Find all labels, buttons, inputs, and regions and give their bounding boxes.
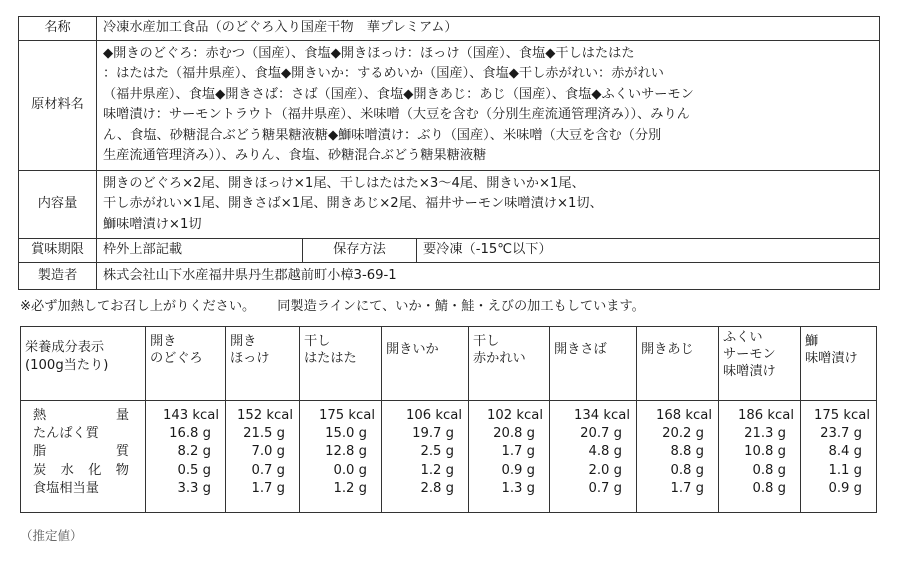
label-char: 食塩相当量 xyxy=(33,480,99,496)
ingredients-line: ん、食塩、砂糖混合ぶどう糖果糖液糖◆鰤味噌漬け：ぶり（国産）、米味噌（大豆を含む（分別 xyxy=(103,127,662,143)
value-cell: 1.2 g xyxy=(333,480,367,496)
column-values xyxy=(550,401,637,513)
value-cell: 2.5 g xyxy=(420,444,454,460)
contents-line: 開きのどぐろ×2尾、開きほっけ×1尾、干しはたはた×3～4尾、開きいか×1尾、 xyxy=(103,175,585,191)
column-values xyxy=(469,401,550,513)
production-line-note: 同製造ラインにて、いか・鯖・鮭・えびの加工もしています。 xyxy=(277,299,645,314)
estimated-value-note: （推定値） xyxy=(20,528,83,543)
label-char: 水 xyxy=(60,462,74,478)
column-values xyxy=(226,401,300,513)
label-char: 量 xyxy=(115,408,129,423)
name-value: 冷凍水産加工食品（のどぐろ入り国産干物 華プレミアム） xyxy=(97,17,880,41)
nutrition-header xyxy=(21,327,146,401)
value-cell: 1.2 g xyxy=(420,462,454,478)
value-cell: 1.7 g xyxy=(670,480,704,496)
value-cell: 0.8 g xyxy=(752,480,786,496)
value-cell: 8.8 g xyxy=(670,444,704,460)
column-header-line: 赤かれい xyxy=(473,351,526,366)
value-cell: 0.0 g xyxy=(333,462,367,478)
value-cell: 1.7 g xyxy=(251,480,285,496)
ingredients-value xyxy=(97,40,880,170)
ingredients-line: 味噌漬け：サーモントラウト（福井県産）、米味噌（大豆を含む（分別生産流通管理済み））、みりん xyxy=(103,107,690,122)
value-cell: 15.0 g xyxy=(325,426,367,442)
value-cell: 16.8 g xyxy=(169,426,211,442)
maker-value: 株式会社山下水産福井県丹生郡越前町小樟3-69-1 xyxy=(97,262,880,290)
ingredients-line: ◆開きのどぐろ：赤むつ（国産）、食塩◆開きほっけ：ほっけ（国産）、食塩◆干しはたはた xyxy=(103,45,635,61)
contents-line: 鰤味噌漬け×1切 xyxy=(103,216,202,232)
contents-key: 内容量 xyxy=(19,170,97,239)
value-cell: 175 kcal xyxy=(814,408,870,423)
value-cell: 19.7 g xyxy=(412,426,454,442)
value-cell: 143 kcal xyxy=(163,408,219,423)
value-cell: 0.5 g xyxy=(177,462,211,478)
value-cell: 0.9 g xyxy=(828,480,862,496)
column-values xyxy=(637,401,719,513)
nutrition-title: 栄養成分表示 xyxy=(25,340,105,355)
value-cell: 20.7 g xyxy=(580,426,622,442)
storage-value: 要冷凍（-15℃以下） xyxy=(417,239,880,263)
nutrient-label-energy xyxy=(33,407,129,425)
value-cell: 8.2 g xyxy=(177,444,211,460)
value-cell: 23.7 g xyxy=(820,426,862,442)
value-cell: 20.8 g xyxy=(493,426,535,442)
column-header-line: 干し xyxy=(473,334,500,349)
column-header-line: サーモン xyxy=(723,347,776,362)
label-char: 物 xyxy=(115,462,129,478)
label-char: 脂 xyxy=(33,444,47,460)
value-cell: 21.5 g xyxy=(243,426,285,442)
value-cell: 0.9 g xyxy=(501,462,535,478)
value-cell: 2.0 g xyxy=(588,462,622,478)
nutrition-table xyxy=(20,326,877,513)
value-cell: 10.8 g xyxy=(744,444,786,460)
value-cell: 0.8 g xyxy=(670,462,704,478)
nutrient-label-protein xyxy=(33,425,129,443)
ingredients-line: ：はたはた（福井県産）、食塩◆開きいか：するめいか（国産）、食塩◆干し赤がれい：赤がれい xyxy=(103,66,664,81)
label-char: 質 xyxy=(115,444,129,460)
nutrient-label-salt xyxy=(33,480,129,498)
value-cell: 0.7 g xyxy=(588,480,622,496)
value-cell: 175 kcal xyxy=(319,408,375,423)
column-header-line: 鰤 xyxy=(805,334,819,349)
column-header-line: 開きあじ xyxy=(641,342,694,357)
column-header xyxy=(382,327,469,401)
column-header xyxy=(146,327,226,401)
column-values xyxy=(382,401,469,513)
expiry-value: 枠外上部記載 xyxy=(97,239,303,263)
contents-line: 干し赤がれい×1尾、開きさば×1尾、開きあじ×2尾、福井サーモン味噌漬け×1切、 xyxy=(103,196,603,211)
column-header xyxy=(550,327,637,401)
column-header-line: ほっけ xyxy=(230,351,270,366)
column-header xyxy=(300,327,382,401)
column-header xyxy=(719,327,801,401)
column-values xyxy=(719,401,801,513)
column-header xyxy=(637,327,719,401)
product-label-table xyxy=(18,16,880,290)
column-header-line: ふくい xyxy=(723,330,763,345)
value-cell: 134 kcal xyxy=(574,408,630,423)
nutrition-header-row xyxy=(21,327,877,401)
column-values xyxy=(300,401,382,513)
ingredients-key: 原材料名 xyxy=(19,40,97,170)
value-cell: 7.0 g xyxy=(251,444,285,460)
column-header-line: 干し xyxy=(304,334,331,349)
column-header-line: 味噌漬け xyxy=(723,364,776,379)
ingredients-line: （福井県産）、食塩◆開きさば：さば（国産）、食塩◆開きあじ：あじ（国産）、食塩◆ふくいサーモン xyxy=(103,86,694,102)
value-cell: 8.4 g xyxy=(828,444,862,460)
value-cell: 102 kcal xyxy=(487,408,543,423)
column-header-line: のどぐろ xyxy=(150,351,203,366)
column-header-line: 開きいか xyxy=(386,342,439,357)
column-header-line: 開き xyxy=(150,334,177,349)
value-cell: 0.7 g xyxy=(251,462,285,478)
nutrition-basis: (100g当たり) xyxy=(25,358,109,373)
nutrient-labels xyxy=(21,401,146,513)
storage-key: 保存方法 xyxy=(303,239,417,263)
heat-note: ※必ず加熱してお召し上がりください。 xyxy=(20,299,256,314)
value-cell: 152 kcal xyxy=(237,408,293,423)
ingredients-line: 生産流通管理済み））、みりん、食塩、砂糖混合ぶどう糖果糖液糖 xyxy=(103,148,487,163)
value-cell: 168 kcal xyxy=(656,408,712,423)
value-cell: 3.3 g xyxy=(177,480,211,496)
nutrient-label-fat xyxy=(33,443,129,461)
label-char: たんぱく質 xyxy=(33,426,99,442)
value-cell: 1.1 g xyxy=(828,462,862,478)
allergen-note xyxy=(20,297,880,317)
column-header-line: 開き xyxy=(230,334,257,349)
value-cell: 186 kcal xyxy=(738,408,794,423)
ingredients-row xyxy=(19,40,880,170)
value-cell: 2.8 g xyxy=(420,480,454,496)
expiry-key: 賞味期限 xyxy=(19,239,97,263)
value-cell: 0.8 g xyxy=(752,462,786,478)
value-cell: 21.3 g xyxy=(744,426,786,442)
value-cell: 20.2 g xyxy=(662,426,704,442)
value-cell: 1.7 g xyxy=(501,444,535,460)
value-cell: 4.8 g xyxy=(588,444,622,460)
label-char: 化 xyxy=(88,462,102,478)
value-cell: 1.3 g xyxy=(501,480,535,496)
column-values xyxy=(146,401,226,513)
label-char: 炭 xyxy=(33,462,47,478)
column-values xyxy=(801,401,877,513)
maker-row xyxy=(19,262,880,290)
contents-row xyxy=(19,170,880,239)
column-header xyxy=(226,327,300,401)
contents-value xyxy=(97,170,880,239)
maker-key: 製造者 xyxy=(19,262,97,290)
name-key: 名称 xyxy=(19,17,97,41)
column-header-line: はたはた xyxy=(304,351,357,366)
value-cell: 12.8 g xyxy=(325,444,367,460)
expiry-storage-row xyxy=(19,239,880,263)
column-header xyxy=(469,327,550,401)
label-char: 熱 xyxy=(33,408,47,423)
column-header-line: 開きさば xyxy=(554,342,607,357)
name-row xyxy=(19,17,880,41)
nutrition-values-row xyxy=(21,401,877,513)
nutrient-label-carbohydrate xyxy=(33,462,129,480)
column-header xyxy=(801,327,877,401)
column-header-line: 味噌漬け xyxy=(805,351,858,366)
value-cell: 106 kcal xyxy=(406,408,462,423)
